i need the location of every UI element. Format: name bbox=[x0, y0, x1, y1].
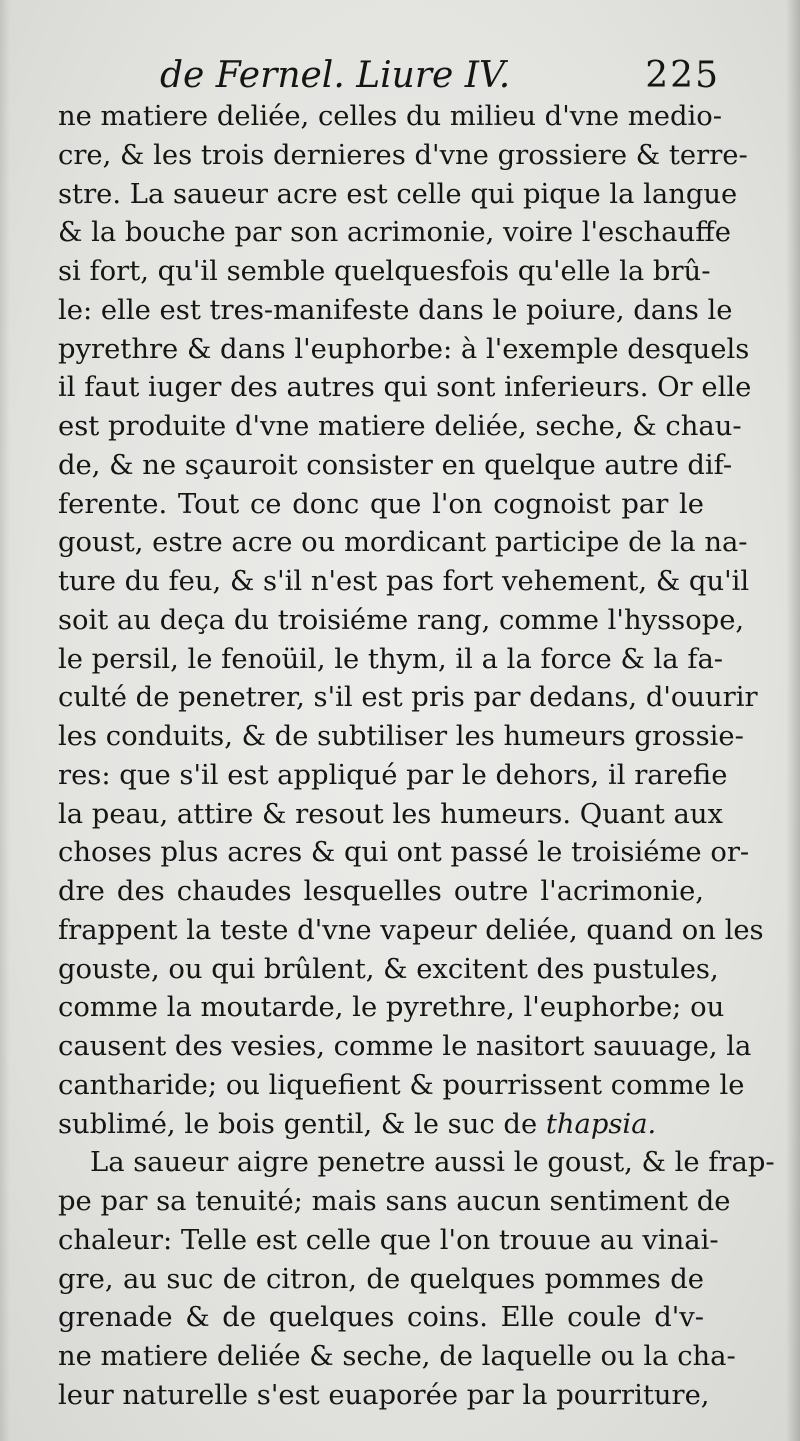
text-line: leur naturelle s'est euaporée par la pourriture, bbox=[58, 1379, 710, 1411]
text-line: ture du feu, & s'il n'est pas fort vehement, & qu'il bbox=[58, 566, 750, 597]
text-line: est produite d'vne matiere deliée, seche, & chau- bbox=[58, 411, 742, 442]
text-line: le persil, le fenoüil, le thym, il a la force & la fa- bbox=[58, 643, 724, 675]
text-line: gre, au suc de citron, de quelques pommes de bbox=[58, 1263, 704, 1295]
text-line: comme la moutarde, le pyrethre, l'euphorbe; ou bbox=[58, 992, 725, 1024]
text-line: grenade & de quelques coins. Elle coule d'v- bbox=[58, 1302, 704, 1334]
text-line: cre, & les trois dernieres d'vne grossiere & terre- bbox=[58, 139, 748, 171]
text-line: pyrethre & dans l'euphorbe: à l'exemple desquels bbox=[58, 333, 750, 365]
text-line: res: que s'il est appliqué par le dehors, il rarefie bbox=[58, 759, 728, 791]
italic-term-thapsia: thapsia. bbox=[545, 1108, 657, 1140]
text-line: ferente. Tout ce donc que l'on cognoist par le bbox=[58, 488, 704, 520]
text-line: dre des chaudes lesquelles outre l'acrimonie, bbox=[58, 876, 704, 907]
text-line: pe par sa tenuité; mais sans aucun sentiment de bbox=[58, 1186, 731, 1217]
text-line: le: elle est tres-manifeste dans le poiure, dans le bbox=[58, 294, 733, 326]
text-line: il faut iuger des autres qui sont inferieurs. Or elle bbox=[58, 372, 752, 404]
text-line: cantharide; ou liquefient & pourrissent comme le bbox=[58, 1069, 745, 1101]
text-line: soit au deça du troisiéme rang, comme l'hyssope, bbox=[58, 604, 745, 636]
text-body bbox=[58, 98, 775, 1416]
paragraph-end-text: sublimé, le bois gentil, & le suc de bbox=[58, 1108, 546, 1140]
page-spine-shadow bbox=[786, 0, 800, 1441]
text-line: causent des vesies, comme le nasitort sauuage, la bbox=[58, 1031, 752, 1062]
running-title: de Fernel. Liure IV. bbox=[160, 55, 511, 96]
text-line: culté de penetrer, s'il est pris par dedans, d'ouurir bbox=[58, 682, 758, 714]
text-line: ne matiere deliée, celles du milieu d'vne medio- bbox=[58, 101, 722, 132]
text-line: la peau, attire & resout les humeurs. Quant aux bbox=[58, 798, 723, 830]
text-line: stre. La saueur acre est celle qui pique la langue bbox=[58, 178, 738, 210]
running-header bbox=[160, 50, 720, 102]
text-line: ne matiere deliée & seche, de laquelle ou la cha- bbox=[58, 1341, 736, 1372]
text-line: gouste, ou qui brûlent, & excitent des pustules, bbox=[58, 953, 719, 985]
text-line: frappent la teste d'vne vapeur deliée, quand on les bbox=[58, 914, 764, 946]
text-line: de, & ne sçauroit consister en quelque autre dif- bbox=[58, 449, 733, 481]
text-line: & la bouche par son acrimonie, voire l'eschauffe bbox=[58, 217, 731, 249]
text-line: les conduits, & de subtiliser les humeurs grossie- bbox=[58, 721, 744, 752]
page-number: 225 bbox=[645, 55, 720, 96]
text-line: chaleur: Telle est celle que l'on trouue au vinai- bbox=[58, 1224, 719, 1256]
text-line: choses plus acres & qui ont passé le troisiéme or- bbox=[58, 837, 750, 869]
text-line: goust, estre acre ou mordicant participe de la na- bbox=[58, 527, 748, 559]
text-line: si fort, qu'il semble quelquesfois qu'elle la brû- bbox=[58, 256, 711, 287]
paragraph-first-line: La saueur aigre penetre aussi le goust, & le frap- bbox=[90, 1147, 775, 1179]
page-left-shadow bbox=[0, 0, 10, 1441]
paragraph-end-line bbox=[58, 1106, 704, 1145]
